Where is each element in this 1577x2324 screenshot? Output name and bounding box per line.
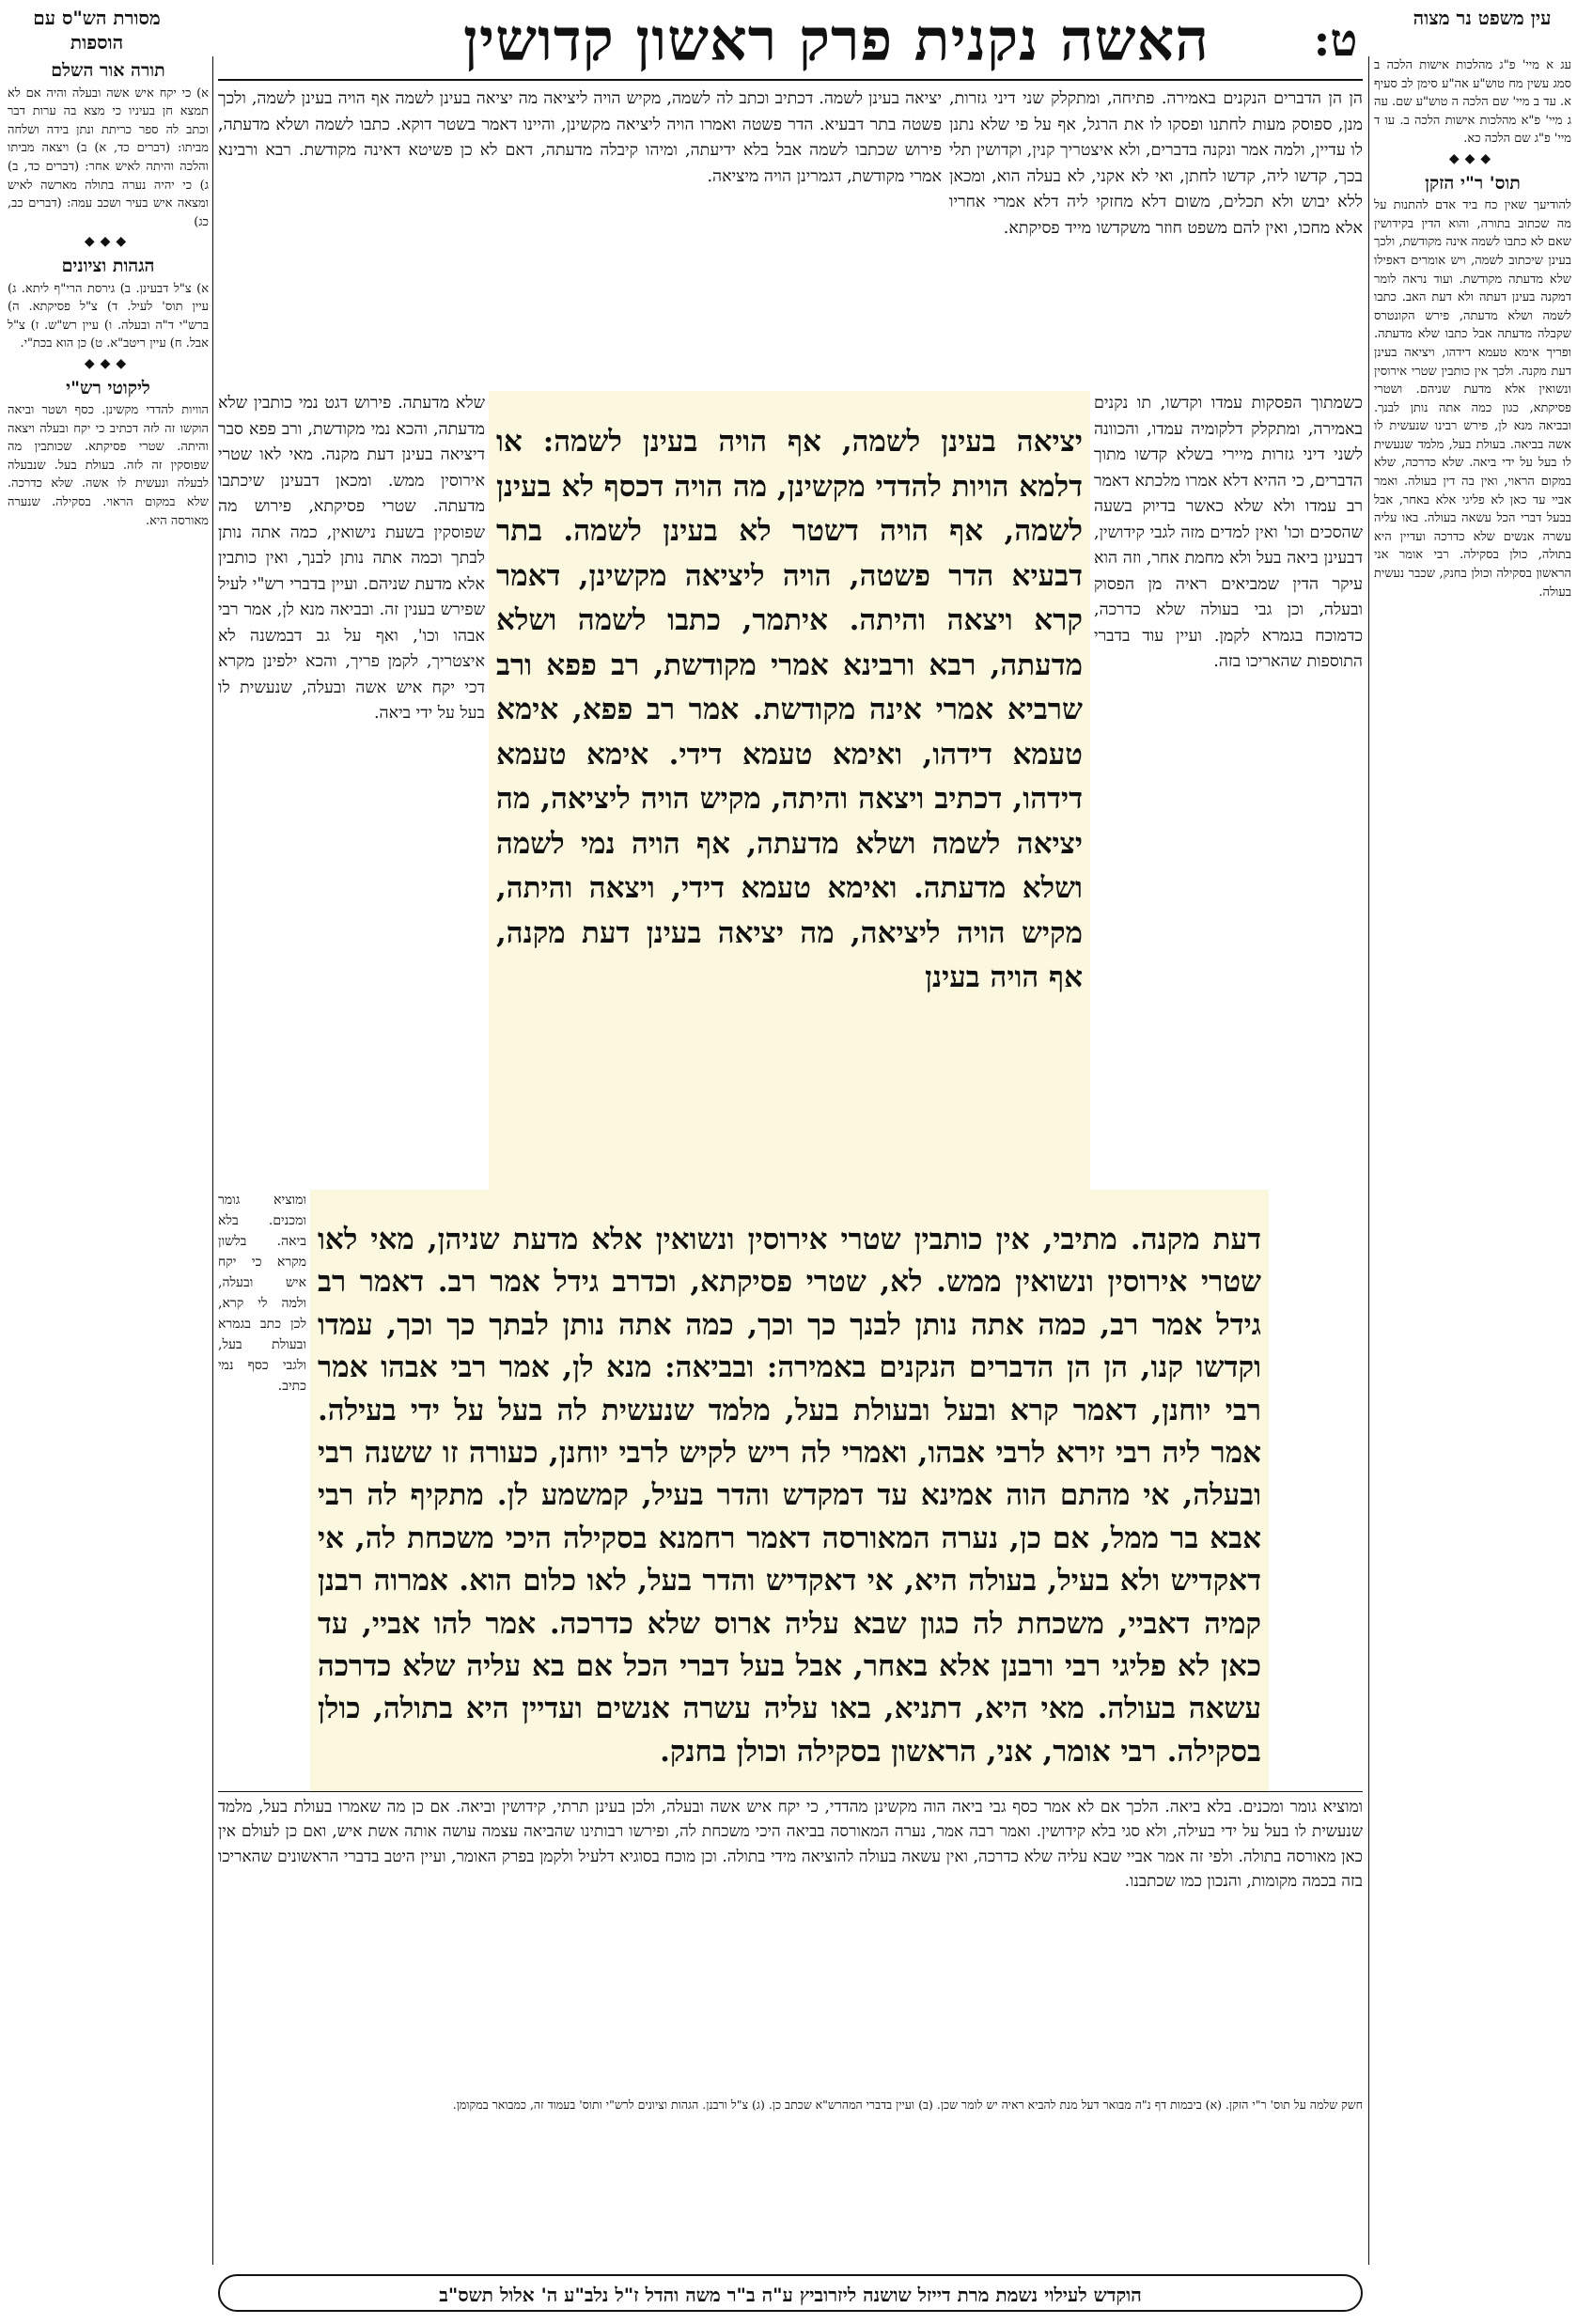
bottom-notes [218,2096,1363,2227]
page-title: האשה נקנית פרק ראשון קדושין [463,6,1210,74]
tosafot-low-text: ומוציא גומר ומכנים. בלא ביאה. בלשון מקרא כי יקח איש ובעלה, ולמה לי קרא, לכן כתב בגמרא ובעולת בעל, ולגבי כסף נמי כתיב. [218,1193,306,1394]
likutei-rashi-label: ליקוטי רש"י [66,377,150,398]
header-rule [218,79,1363,81]
torah-or-text: א) כי יקח איש אשה ובעלה והיה אם לא תמצא חן בעיניו כי מצא בה ערות דבר וכתב לה ספר כריתת ונתן בידה ושלחה מביתו: (דברים כד, א) ב) ויצאה מביתו והלכה והיתה לאיש אחר: (דברים כד, ב) ג) כי יהיה נערה בתולה מארשה לאיש ומצאה איש בעיר ושכב עמה: (דברים כב, כג) [8,86,209,229]
tosafot-rid-text: להודיעך שאין כח ביד אדם להתנות על מה שכתוב בתורה, והוא הדין בקידושין שאם לא כתבו לשמה אינה מקודשת, ולכך בעינן שיכתוב לשמה, ויש אומרים דאפילו שלא מדעתה מקודשת. ועוד נראה לומר דמקנה בעינן דעתה ולא דעת האב. כתבו לשמה ושלא מדעתה, פירש הקונטרס שקבלה מדעתה אבל כתבו שלא מדעתה. ופריך אימא טעמא דידהו, ויציאה בעינן דעת מקנה. ולכך אין כותבין שטרי אירוסין ונשואין אלא מדעת שניהם. ושטרי פסיקתא, כגון כמה אתה נותן לבנך. ובביאה מנא לן, פירש רבינו שנעשית לו אשה בביאה. בעולת בעל, מלמד שנעשית לו בעל על ידי ביאה. שלא כדרכה, שלא במקום הראוי, ואין בה דין בעולה. ואמר אביי עד כאן לא פליגי אלא באחר, אבל בבעל דברי הכל עשאה בעולה. באו עליה עשרה אנשים שלא כדרכה ועדיין היא בתולה, כולן בסקילה. רבי אומר אני הראשון בסקילה וכולן בחנק, שכבר נעשית בעולה. [1374,198,1571,600]
rashi-side-text: כשמתוך הפסקות עמדו וקדשו, תו נקנים באמירה, ומתקלק דלקומיה עמדו, והכוונה לשני דיני גזרות מיירי בשלא קדשו מתוך הדברים, כי ההיא דלא אמרו מלכתא דאמר רב עמדו ולא שלא כאשר בדיוק בשעה שהסכים וכו' ואין למדים מזה לגבי קידושין, דבעינן ביאה בעל ולא מחמת אחר, וזה הוא עיקר הדין שמביאים ראיה מן הפסוק ובעלה, וכן גבי בעולה שלא כדרכה, כדמוכח בגמרא לקמן. ועיין עוד בדברי התוספות שהאריכו בזה. [1094,394,1363,671]
tosafot-rid-label: תוס' ר"י הזקן [1425,172,1521,194]
rashi-top-text: הן הן הדברים הנקנים באמירה. פתיחה, ומתקלק שני דיני גזרות, מנן, ספוסק מעות לחתנו ופסקו לו את הרגל, אף על פי שלא נתנן לו עדיין, ולמה אמר ונקנה בדברים, ולא איצטריך קנין, וקדושין תלי בכך, קדשו ליה, קדשו לחתן, ואי לא אקני, לא בעלה הוא, ומכאן ללא יבוש ולא תכלים, משום דלא מחזקי ליה דלא אמרי אחריו אלא מחכו, ואין להם משפט חוזר משקדשו מייד פסיקתא. [949,89,1363,238]
bottom-rule [218,1791,1363,1792]
section-divider: ◆◆◆ [1448,150,1497,166]
tosafot-top-text: יציאה בעינן לשמה. דכתיב וכתב לה לשמה, מקיש הויה ליציאה מה יציאה בעינן לשמה אף הויה בעינן לשמה, ולכך פשטה בתר דבעיא. הדר פשטה ואמרו הויה ליציאה מקשינן, והיינו דאמר בשטר דוקא. כתבו לשמה ושלא מדעתה, פירוש שכתבו לשמה אבל בלא ידיעתה, ומיהו קיבלה מדעתה, דאם לא כן פשיטא דאינה מקודשת. רבא ורבינא אמרי מקודשת, דגמרינן הויה מיציאה. [218,89,942,186]
tosafot-side-text: שלא מדעתה. פירוש דגט נמי כותבין שלא מדעתה, והכא נמי מקודשת, ורב פפא סבר דיציאה בעינן דעת מקנה. מאי לאו שטרי אירוסין ממש. ומכאן דבעינן שיכתבו מדעתה. שטרי פסיקתא, פירוש מה שפוסקין בשעת נישואין, כמה אתה נותן לבתך וכמה אתה נותן לבנך, ואין כותבין אלא מדעת שניהם. ועיין בדברי רש"י לעיל שפירש בענין זה. ובביאה מנא לן, אמר רבי אבהו וכו', ואף על גב דבמשנה לא איצטריך, לקמן פריך, והכא ילפינן מקרא דכי יקח איש אשה ובעלה, שנעשית לו בעל על ידי ביאה. [218,394,485,723]
likutei-rashi-text: הוויות להדדי מקשינן. כסף ושטר וביאה הוקשו זה לזה דכתיב כי יקח ובעלה ויצאה והיתה. שטרי פסיקתא. שכותבין מה שפוסקין זה לזה. בעולת בעל. שנבעלה לבעלה ונעשית לו אשה. שלא כדרכה. שלא במקום הראוי. בסקילה. שנערה מאורסה היא. [8,403,209,528]
bottom-commentary-text: ומוציא גומר ומכנים. בלא ביאה. הלכך אם לא אמר כסף גבי ביאה הוה מקשינן מהדדי, כי יקח איש אשה ובעלה, ולכן בעינן תרתי, קידושין וביאה. אם כן מה שאמרו בעולת בעל, מלמד שנעשית לו בעל על ידי בעילה, ולא סגי בלא קידושין. ואמר רבה אמר, נערה המאורסה בביאה היכי משכחת לה, ופירשו רבותינו שהביאה עצמה עושה אותה אשת איש, ואם כן לעולם אין כאן מאורסה בתולה. ולפי זה אמר אביי שבא עליה שלא כדרכה, ואין עשאה בעולה להוציאה מידי בתולה. וכן מוכח בסוגיא דלעיל ולקמן בפרק האומר, ועיין היטב בדברי הראשונים שהאריכו בזה בכמה מקומות, והנכון כמו שכתבנו. [218,1798,1363,1891]
tosafot-low-block [218,1190,306,1791]
hagahot-text: א) צ"ל דבעינן. ב) גירסת הרי"ף ליתא. ג) עיין תוס' לעיל. ד) צ"ל פסיקתא. ה) ברש"י ד"ה ובעלה. ו) עיין רש"ש. ז) צ"ל אבל. ח) עיין ריטב"א. ט) כן הוא בכת"י. [8,281,209,351]
hagahot-label: הגהות וציונים [61,255,155,276]
mesoret-column [8,56,209,2265]
gemara-wide-text: דעת מקנה. מתיבי, אין כותבין שטרי אירוסין ונשואין אלא מדעת שניהן, מאי לאו שטרי אירוסין ונשואין ממש. לא, שטרי פסיקתא, וכדרב גידל אמר רב. דאמר רב גידל אמר רב, כמה אתה נותן לבנך כך וכך, כמה אתה נותן לבתך כך וכך, עמדו וקדשו קנו, הן הן הדברים הנקנים באמירה: ובביאה: מנא לן, אמר רבי אבהו אמר רבי יוחנן, דאמר קרא ובעל ובעולת בעל, מלמד שנעשית לה בעל על ידי בעילה. אמר ליה רבי זירא לרבי אבהו, ואמרי לה ריש לקיש לרבי יוחנן, כעורה זו ששנה רבי ובעלה, אי מהתם הוה אמינא עד דמקדש והדר בעיל, קמשמע לן. מתקיף לה רבי אבא בר ממל, אם כן, נערה המאורסה דאמר רחמנא בסקילה היכי משכחת לה, אי דאקדיש ולא בעיל, בעולה היא, אי דאקדיש והדר בעל, לאו כלום הוא. אמרוה רבנן קמיה דאביי, משכחת לה כגון שבא עליה ארוס שלא כדרכה. אמר להו אביי, עד כאן לא פליגי רבי ורבנן אלא באחר, אבל בעל דברי הכל אם בא עליה שלא כדרכה עשאה בעולה. מאי היא, דתניא, באו עליה עשרה אנשים ועדיין היא בתולה, כולן בסקילה. רבי אומר, אני, הראשון בסקילה וכולן בחנק. [318,1223,1261,1769]
right-column-divider [1368,56,1369,2265]
folio-number: ט: [1313,14,1358,67]
section-divider: ◆◆◆ [84,234,133,250]
gemara-text-upper [489,391,1090,1190]
section-divider: ◆◆◆ [84,355,133,371]
dedication-box [218,2274,1363,2312]
ein-mishpat-text: עג א מיי' פ"ג מהלכות אישות הלכה ב סמג עשין מח טוש"ע אה"ע סימן לב סעיף א. עד ב מיי' שם הלכה ה טוש"ע שם. עה ג מיי' פ"א מהלכות אישות הלכה ב. עו ד מיי' פ"ג שם הלכה כא. [1374,58,1571,147]
rashi-side-block [1094,391,1363,1190]
mesoret-hashas-heading: מסורת הש"ס עם הוספות [33,7,161,54]
tosafot-side-block [218,391,485,1190]
ein-mishpat-column [1374,56,1571,2265]
gemara-column-text: יציאה בעינן לשמה, אף הויה בעינן לשמה: או דלמא הויות להדדי מקשינן, מה הויה דכסף לא בעינן לשמה, אף הויה דשטר לא בעינן לשמה. בתר דבעיא הדר פשטה, הויה ליציאה מקשינן, דאמר קרא ויצאה והיתה. איתמר, כתבו לשמה ושלא מדעתה, רבא ורבינא אמרי מקודשת, רב פפא ורב שרביא אמרי אינה מקודשת. אמר רב פפא, אימא טעמא דידהו, ואימא טעמא דידי. אימא טעמא דידהו, דכתיב ויצאה והיתה, מקיש הויה ליציאה, מה יציאה לשמה ושלא מדעתה, אף הויה נמי לשמה ושלא מדעתה. ואימא טעמא דידי, ויצאה והיתה, מקיש הויה ליציאה, מה יציאה בעינן דעת מקנה, אף הויה בעינן [496,425,1083,994]
torah-or-label: תורה אור השלם [51,60,165,81]
bottom-commentary [218,1795,1363,2092]
rashi-top-block [949,86,1363,387]
left-column-divider [212,56,213,2265]
ein-mishpat-heading: עין משפט נר מצוה [1413,7,1552,29]
bottom-notes-text: חשק שלמה על תוס' ר"י הזקן. (א) ביבמות דף נ"ה מבואר דעל מנת להביא ראיה יש לומר שכן. (ב) ועיין בדברי המהרש"א שכתב כן. (ג) צ"ל ורבנן. הגהות וציונים לרש"י ותוס' בעמוד זה, כמבואר במקומן. [452,2098,1363,2112]
dedication-text: הוקדש לעילוי נשמת מרת דייזל שושנה ליזרוביץ ע"ה ב"ר משה והדל ז"ל נלב"ע ה' אלול תשס"ב [439,2284,1142,2306]
gemara-text-lower [310,1190,1269,1791]
tosafot-top-block [218,86,942,387]
